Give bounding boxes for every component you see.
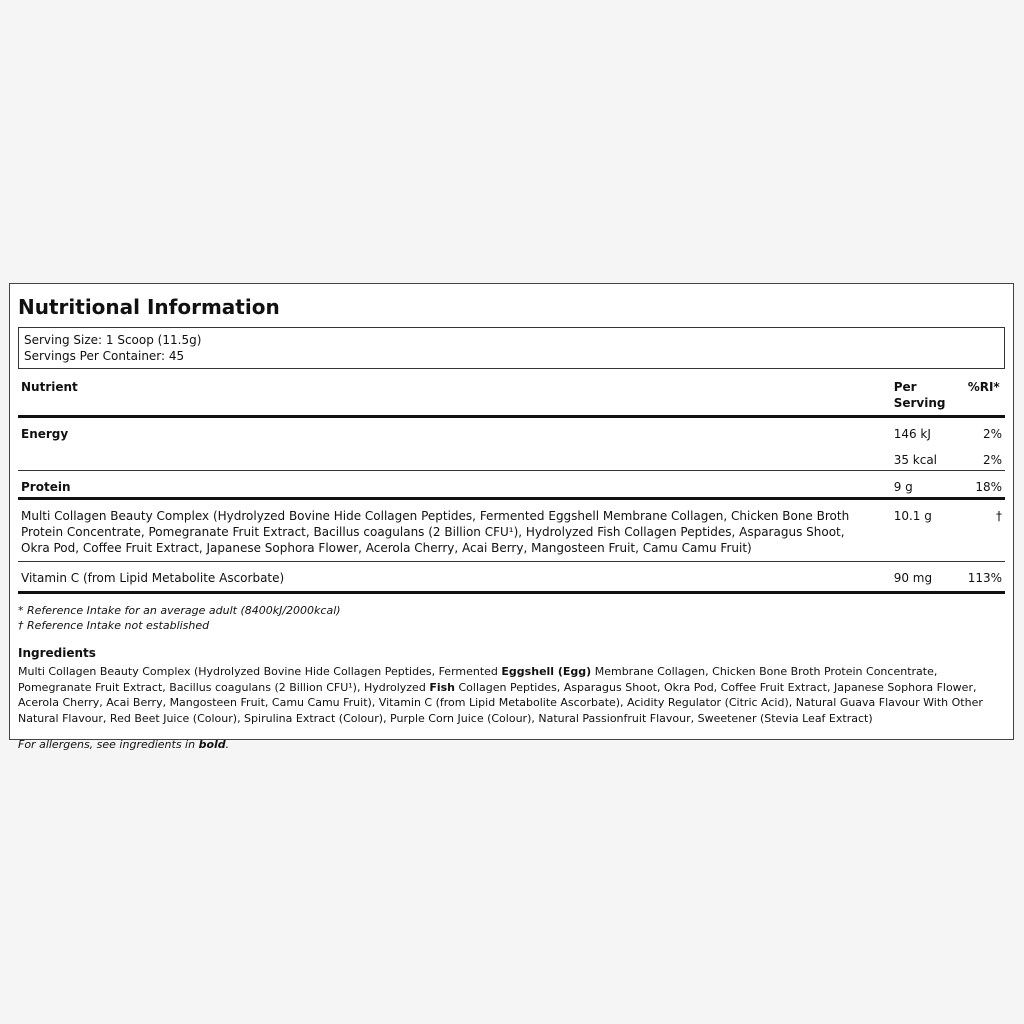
nutrient-name: Protein: [18, 471, 891, 499]
table-row: [18, 444, 1005, 471]
nutrient-name: Multi Collagen Beauty Complex (Hydrolyzed Bovine Hide Collagen Peptides, Fermented Eggshell Membrane Collagen, Chicken Bone Broth Protein Concentrate, Pomegranate Fruit Extract, Bacillus coagulans (2 Billion CFU¹), Hydrolyzed Fish Collagen Peptides, Asparagus Shoot, Okra Pod, Coffee Fruit Extract, Japanese Sophora Flower, Acerola Cherry, Acai Berry, Mangosteen Fruit, Camu Camu Fruit): [18, 499, 891, 562]
nutrition-table: [18, 377, 1005, 594]
allergen-egg: Eggshell (Egg): [501, 665, 592, 678]
ingredients-part: Multi Collagen Beauty Complex (Hydrolyzed Bovine Hide Collagen Peptides, Fermented: [18, 665, 502, 678]
nutrient-name: [18, 444, 891, 471]
nutrient-per-serving: 10.1 g: [891, 499, 965, 562]
header-nutrient: Nutrient: [18, 377, 891, 417]
nutrient-name: Energy: [21, 427, 69, 441]
table-header-row: [18, 377, 1005, 417]
header-per-serving: Per Serving: [891, 377, 965, 417]
allergen-note-bold: bold: [198, 738, 226, 751]
nutrient-per-serving: 90 mg: [891, 562, 965, 593]
allergen-note-end: .: [225, 738, 230, 751]
ingredients-part: Collagen Peptides, Asparagus Shoot, Okra Pod, Coffee Fruit Extract, Japanese Sophora Flower, Acerola Cherry, Acai Berry, Mangosteen Fruit, Camu Camu Fruit), Vitamin C (from Lipid Metabolite Ascorbate), Acidity Regulator (Citric Acid), Natural Guava Flavour With Other Natural Flavour, Red Beet Juice (Colour), Spirulina Extract (Colour), Purple Corn Juice (Colour), Natural Passionfruit Flavour, Sweetener (Stevia Leaf Extract): [18, 680, 983, 725]
ingredients-title: Ingredients: [18, 646, 96, 660]
nutrient-ri: †: [965, 499, 1005, 562]
ingredients-part: Membrane Collagen, Chicken Bone Broth Protein Concentrate, Pomegranate Fruit Extract, Bacillus coagulans (2 Billion CFU¹), Hydrolyzed: [18, 665, 938, 694]
nutrient-ri: 2%: [965, 444, 1005, 471]
nutrient-per-serving: 146 kJ: [893, 427, 931, 441]
ingredients-text: [18, 664, 1005, 726]
footnote-not-established: † Reference Intake not established: [18, 619, 210, 632]
nutrient-per-serving: 35 kcal: [891, 444, 965, 471]
nutrient-name: Vitamin C (from Lipid Metabolite Ascorbate): [18, 562, 891, 593]
table-row: [18, 417, 1005, 445]
footnote-reference-intake: * Reference Intake for an average adult (8400kJ/2000kcal): [18, 604, 341, 617]
table-row: [18, 471, 1005, 499]
table-row: [18, 562, 1005, 593]
allergen-fish: Fish: [429, 680, 455, 694]
panel-title: Nutritional Information: [18, 295, 280, 319]
serving-info-box: [18, 327, 1005, 369]
nutrient-ri: 2%: [982, 427, 1002, 441]
table-row: [18, 499, 1005, 562]
nutrient-per-serving: 9 g: [891, 471, 965, 499]
allergen-note: [18, 737, 1005, 752]
nutrient-ri: 113%: [965, 562, 1005, 593]
allergen-note-text: For allergens, see ingredients in: [18, 738, 199, 751]
nutrient-ri: 18%: [965, 471, 1005, 499]
servings-per-container: Servings Per Container: 45: [24, 349, 185, 363]
header-ri: %RI*: [965, 377, 1005, 417]
nutrition-panel: [9, 283, 1014, 751]
serving-size: Serving Size: 1 Scoop (11.5g): [24, 333, 202, 347]
footnotes: [18, 603, 1005, 633]
